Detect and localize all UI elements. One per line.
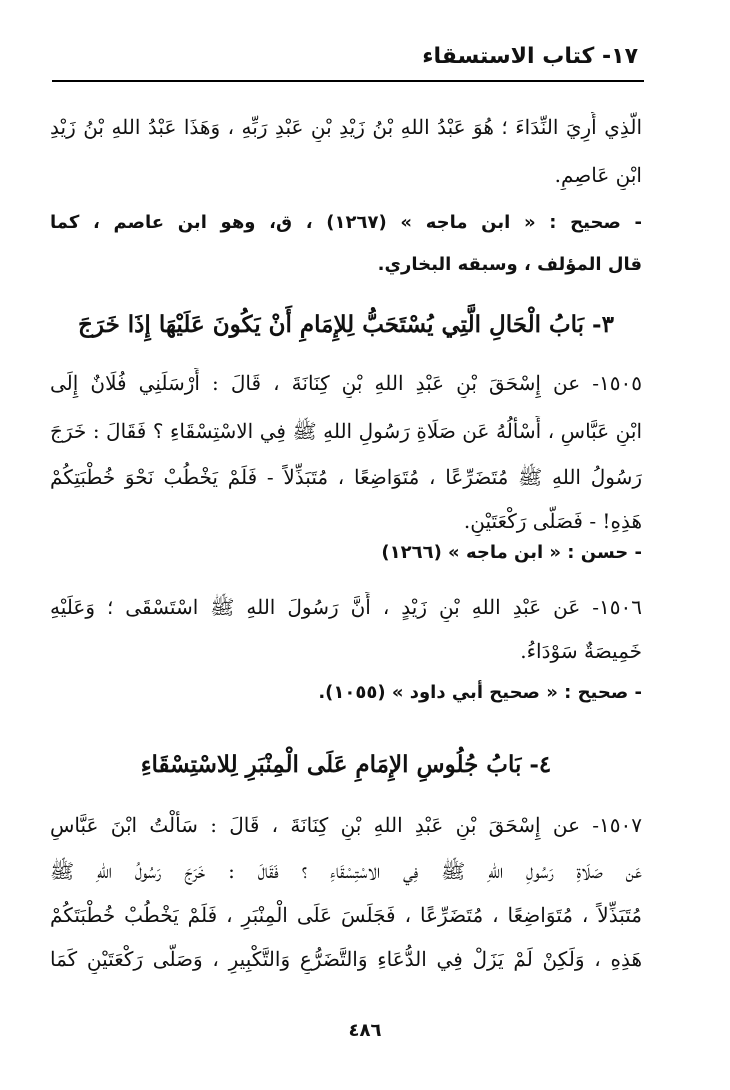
hadith-1507-line: مُتَبَذِّلاً ، مُتَوَاضِعًا ، مُتَضَرِّعًا ، فَجَلَسَ عَلَى الْمِنْبَرِ ، فَلَمْ يَخْطُبْ خُطْبَتَكُمْ: [50, 903, 642, 927]
hadith-1506-line: ١٥٠٦- عَن عَبْدِ اللهِ بْنِ زَيْدٍ ، أَنَّ رَسُولَ اللهِ ﷺ اسْتَسْقَى ؛ وَعَلَيْهِ: [50, 595, 642, 619]
hadith-1506-line: خَمِيصَةٌ سَوْدَاءُ.: [520, 639, 642, 663]
grading-line: قال المؤلف ، وسبقه البخاري.: [377, 254, 642, 275]
hadith-1505-line: هَذِهِ! - فَصَلَّى رَكْعَتَيْنِ.: [463, 509, 642, 533]
page-number: ٤٨٦: [348, 1020, 382, 1041]
chapter-heading-3: ٣- بَابُ الْحَالِ الَّتِي يُسْتَحَبُّ لِلإِمَامِ أَنْ يَكُونَ عَلَيْهَا إِذَا خَرَجَ: [78, 311, 614, 338]
text-line: ابْنِ عَاصِمٍ.: [554, 163, 642, 187]
hadith-1507-line: عَن صَلَاةِ رَسُولِ اللهِ ﷺ فِي الاسْتِسْقَاءِ ؟ فَقَالَ : خَرَجَ رَسُولُ اللهِ ﷺ: [50, 859, 642, 883]
hadith-1505-line: ابْنِ عَبَّاسٍ ، أَسْأَلُهُ عَن صَلَاةِ رَسُولِ اللهِ ﷺ فِي الاسْتِسْقَاءِ ؟ فَقَالَ : خَرَجَ: [50, 419, 642, 443]
hadith-1505-grade: - حسن : « ابن ماجه » (١٢٦٦): [381, 542, 642, 563]
running-header-title: ١٧- كتاب الاستسقاء: [422, 44, 638, 69]
header-rule: [52, 80, 644, 82]
hadith-1505-line: ١٥٠٥- عن إِسْحَقَ بْنِ عَبْدِ اللهِ بْنِ كِنَانَةَ ، قَالَ : أَرْسَلَنِي فُلَانٌ إِلَى: [50, 371, 642, 395]
hadith-1505-line: رَسُولُ اللهِ ﷺ مُتَضَرِّعًا ، مُتَوَاضِعًا ، مُتَبَذِّلاً - فَلَمْ يَخْطُبْ نَحْوَ خُطْبَتِكُمْ: [50, 465, 642, 489]
hadith-1507-line: هَذِهِ ، وَلَكِنْ لَمْ يَزَلْ فِي الدُّعَاءِ وَالتَّضَرُّعِ وَالتَّكْبِيرِ ، وَصَلَّى رَكْعَتَيْنِ كَمَا: [50, 947, 642, 971]
hadith-1507-line: ١٥٠٧- عن إِسْحَقَ بْنِ عَبْدِ اللهِ بْنِ كِنَانَةَ ، قَالَ : سَأَلْتُ ابْنَ عَبَّاسٍ: [50, 813, 642, 837]
hadith-1506-grade: - صحيح : « صحيح أبي داود » (١٠٥٥).: [318, 682, 642, 703]
chapter-heading-4: ٤- بَابُ جُلُوسِ الإِمَامِ عَلَى الْمِنْبَرِ لِلاسْتِسْقَاءِ: [140, 751, 552, 778]
grading-line: - صحيح : « ابن ماجه » (١٢٦٧) ، ق، وهو ابن عاصم ، كما: [50, 212, 642, 233]
text-line: الَّذِي أُرِيَ النِّدَاءَ ؛ هُوَ عَبْدُ اللهِ بْنُ زَيْدِ بْنِ عَبْدِ رَبِّهِ ، وَهَذَا عَبْدُ اللهِ بْنُ زَيْدِ: [50, 115, 642, 139]
